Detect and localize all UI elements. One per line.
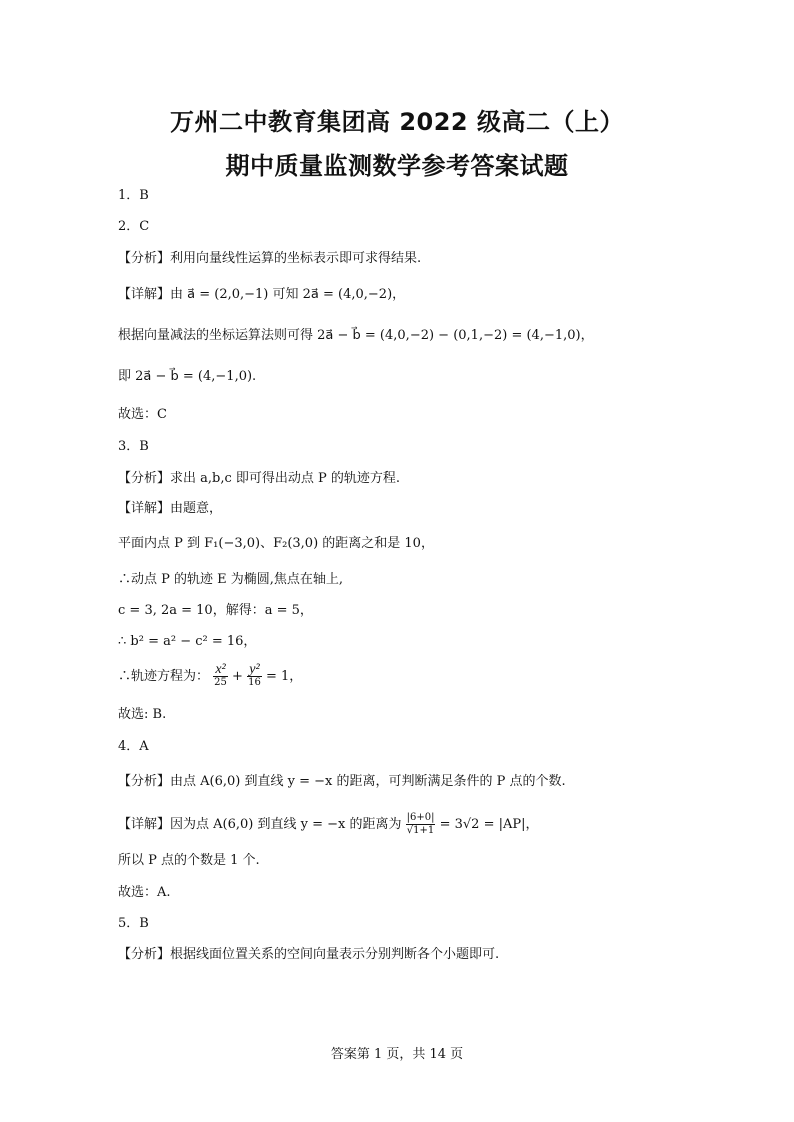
- detail-4-line2: 所以 P 点的个数是 1 个.: [118, 853, 260, 868]
- detail-4-prefix: 【详解】因为点 A(6,0) 到直线 y = −x 的距离为: [118, 817, 402, 832]
- analysis-4: 【分析】由点 A(6,0) 到直线 y = −x 的距离，可判断满足条件的 P 点的个数.: [118, 774, 566, 789]
- detail-2-line3: 即 2a⃗ − b⃗ = (4,−1,0).: [118, 369, 257, 384]
- analysis-3: 【分析】求出 a,b,c 即可得出动点 P 的轨迹方程.: [118, 471, 401, 486]
- distance-fraction: [406, 812, 436, 837]
- fraction-y-denominator: 16: [248, 677, 261, 688]
- detail-2-line2: 根据向量减法的坐标运算法则可得 2a⃗ − b⃗ = (4,0,−2) − (0,1,−2) = (4,−1,0)，: [118, 328, 594, 343]
- detail-3-line3: ∴动点 P 的轨迹 E 为椭圆,焦点在轴上,: [118, 572, 344, 587]
- page-footer: 答案第 1 页，共 14 页: [330, 1047, 464, 1062]
- distance-numerator: |6+0|: [406, 812, 435, 823]
- choice-3: 故选: B.: [118, 707, 167, 722]
- document-title-line2: 期中质量监测数学参考答案试题: [225, 152, 569, 180]
- detail-3-line4: c = 3, 2a = 10，解得：a = 5，: [118, 603, 313, 618]
- answer-1: 1．B: [118, 188, 149, 203]
- distance-denominator: √1+1: [406, 825, 435, 836]
- choice-4: 故选：A.: [118, 885, 171, 900]
- answer-4: 4．A: [118, 739, 149, 754]
- fraction-x: [213, 664, 228, 689]
- choice-2: 故选：C: [118, 407, 167, 422]
- answer-3: 3．B: [118, 439, 149, 454]
- plus-sign: +: [232, 669, 243, 684]
- detail-3-line1: 【详解】由题意，: [118, 501, 223, 516]
- equation-prefix: ∴轨迹方程为：: [118, 669, 210, 684]
- detail-3-line5: ∴ b² = a² − c² = 16，: [118, 634, 257, 649]
- answer-5: 5．B: [118, 916, 149, 931]
- detail-4-suffix: = 3√2 = |AP|，: [439, 817, 539, 832]
- detail-3-line2: 平面内点 P 到 F₁(−3,0)、F₂(3,0) 的距离之和是 10，: [118, 536, 434, 551]
- fraction-y-numerator: y²: [247, 664, 262, 677]
- answer-2: 2．C: [118, 219, 150, 234]
- document-title-line1: 万州二中教育集团高 2022 级高二（上）: [169, 108, 624, 136]
- analysis-2: 【分析】利用向量线性运算的坐标表示即可求得结果.: [118, 251, 422, 266]
- fraction-y: [247, 664, 262, 689]
- detail-3-line6: [118, 664, 302, 689]
- fraction-x-denominator: 25: [214, 677, 227, 688]
- equation-suffix: = 1，: [265, 669, 303, 684]
- analysis-5: 【分析】根据线面位置关系的空间向量表示分别判断各个小题即可.: [118, 947, 500, 962]
- fraction-x-numerator: x²: [213, 664, 228, 677]
- detail-4-line1: [118, 812, 539, 837]
- detail-2-line1: 【详解】由 a⃗ = (2,0,−1) 可知 2a⃗ = (4,0,−2)，: [118, 287, 406, 302]
